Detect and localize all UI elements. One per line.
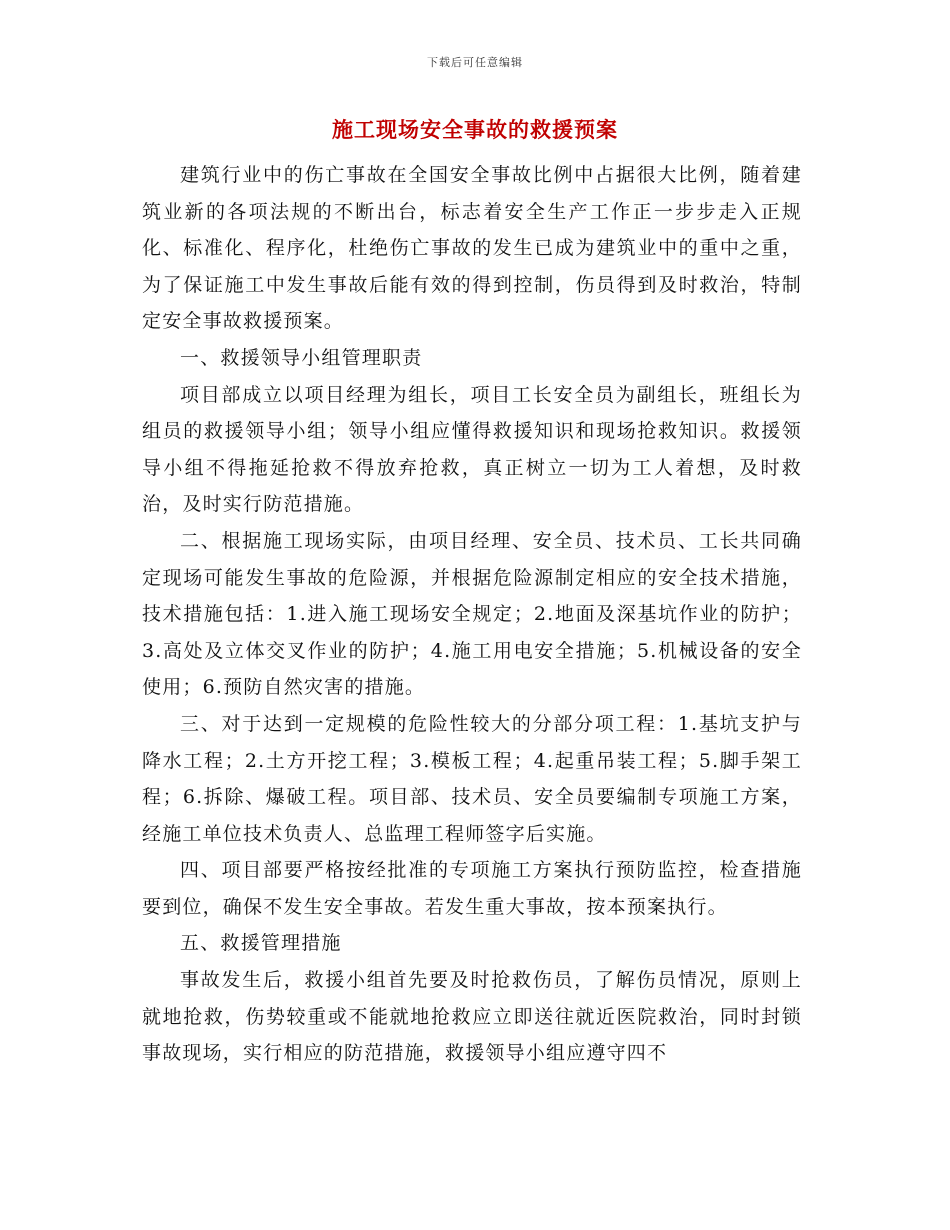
document-body xyxy=(142,157,802,1072)
header-note: 下载后可任意编辑 xyxy=(427,56,523,69)
paragraph-3: 三、对于达到一定规模的危险性较大的分部分项工程：1.基坑支护与降水工程；2.土方开挖工程；3.模板工程；4.起重吊装工程；5.脚手架工程；6.拆除、爆破工程。项目部、技术员、安全员要编制专项施工方案，经施工单位技术负责人、总监理工程师签字后实施。 xyxy=(142,712,802,845)
document-title: 施工现场安全事故的救援预案 xyxy=(332,117,618,142)
paragraph-5: 事故发生后，救援小组首先要及时抢救伤员，了解伤员情况，原则上就地抢救，伤势较重或不能就地抢救应立即送往就近医院救治，同时封锁事故现场，实行相应的防范措施，救援领导小组应遵守四不 xyxy=(142,969,802,1065)
section-heading-1: 一、救援领导小组管理职责 xyxy=(180,346,423,369)
paragraph-1: 项目部成立以项目经理为组长，项目工长安全员为副组长，班组长为组员的救援领导小组；领导小组应懂得救援知识和现场抢救知识。救援领导小组不得拖延抢救不得放弃抢救，真正树立一切为工人着想，及时救治，及时实行防范措施。 xyxy=(142,383,802,516)
section-heading-5: 五、救援管理措施 xyxy=(180,932,342,955)
paragraph-intro: 建筑行业中的伤亡事故在全国安全事故比例中占据很大比例，随着建筑业新的各项法规的不断出台，标志着安全生产工作正一步步走入正规化、标准化、程序化，杜绝伤亡事故的发生已成为建筑业中的重中之重，为了保证施工中发生事故后能有效的得到控制，伤员得到及时救治，特制定安全事故救援预案。 xyxy=(142,164,802,333)
paragraph-2: 二、根据施工现场实际，由项目经理、安全员、技术员、工长共同确定现场可能发生事故的危险源，并根据危险源制定相应的安全技术措施，技术措施包括：1.进入施工现场安全规定；2.地面及深基坑作业的防护；3.高处及立体交叉作业的防护；4.施工用电安全措施；5.机械设备的安全使用；6.预防自然灾害的措施。 xyxy=(142,529,802,699)
paragraph-4: 四、项目部要严格按经批准的专项施工方案执行预防监控，检查措施要到位，确保不发生安全事故。若发生重大事故，按本预案执行。 xyxy=(142,859,802,918)
